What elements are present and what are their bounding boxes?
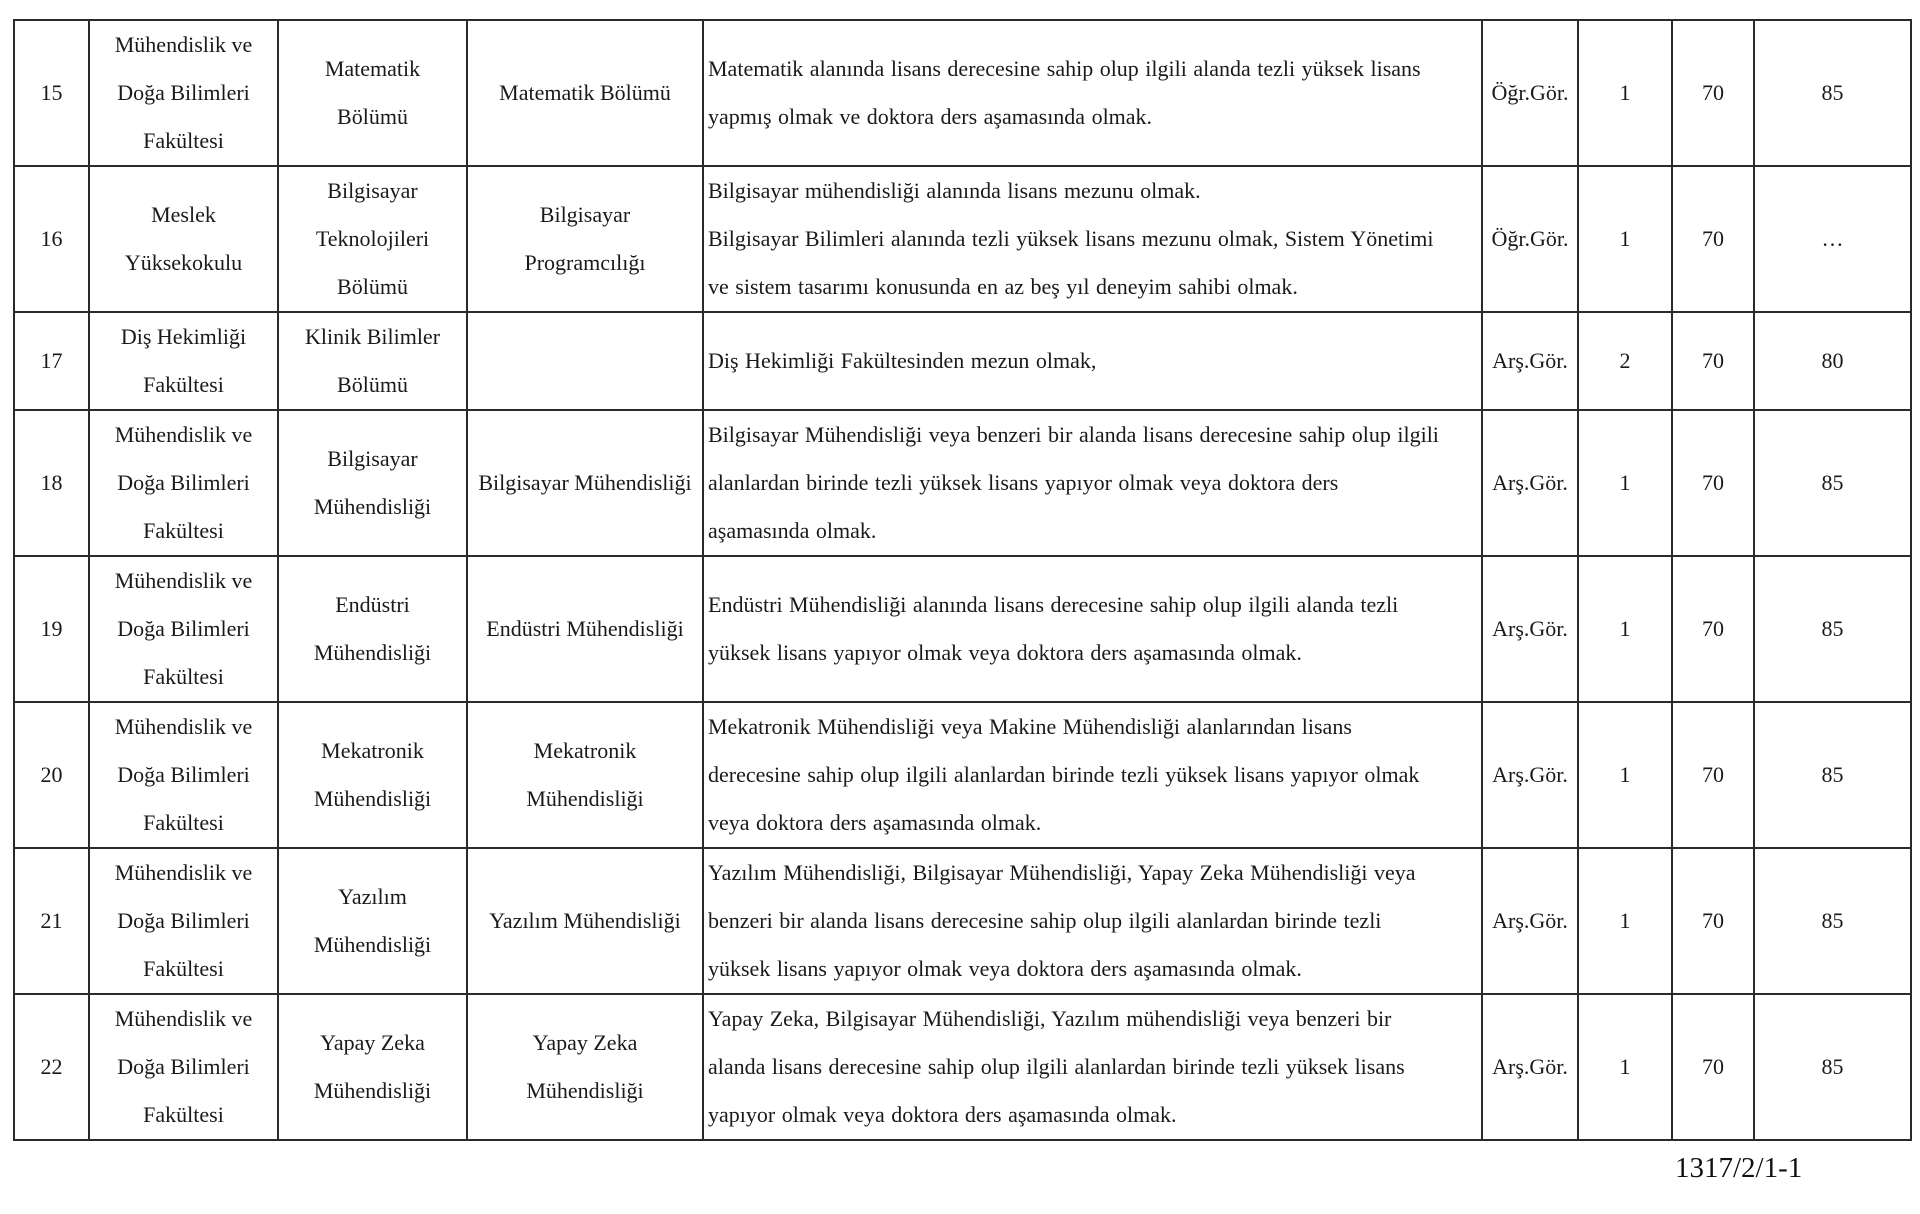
- row-number-cell: 15: [14, 20, 89, 166]
- faculty-cell: [89, 166, 278, 312]
- page-reference: 1317/2/1-1: [1675, 1152, 1803, 1184]
- program-line: Bilgisayar Mühendisliği: [478, 470, 692, 495]
- department-line: Bilgisayar: [327, 446, 418, 471]
- department-line: Klinik Bilimler: [304, 324, 441, 349]
- requirements-line: aşamasında olmak.: [708, 518, 877, 543]
- table-row: [14, 410, 1911, 556]
- table-row: [14, 994, 1911, 1140]
- program-cell: [467, 312, 703, 410]
- department-cell: [278, 994, 467, 1140]
- faculty-line: Yüksekokulu: [124, 250, 243, 275]
- department-cell: [278, 848, 467, 994]
- faculty-line: Doğa Bilimleri: [117, 908, 250, 933]
- language-score-cell: 85: [1754, 994, 1911, 1140]
- department-line: Mühendisliği: [313, 1078, 432, 1103]
- requirements-cell: [703, 312, 1482, 410]
- department-cell: [278, 166, 467, 312]
- language-score-cell: 85: [1754, 702, 1911, 848]
- program-line: Yapay Zeka: [532, 1030, 638, 1055]
- requirements-line: derecesine sahip olup ilgili alanlardan birinde tezli yüksek lisans yapıyor olmak: [708, 762, 1420, 787]
- position-count-cell: 1: [1578, 994, 1672, 1140]
- row-number-cell: 20: [14, 702, 89, 848]
- faculty-line: Doğa Bilimleri: [117, 80, 250, 105]
- requirements-cell: [703, 166, 1482, 312]
- requirements-line: Bilgisayar Mühendisliği veya benzeri bir alanda lisans derecesine sahip olup ilgili: [708, 422, 1439, 447]
- department-line: Bilgisayar: [327, 178, 418, 203]
- requirements-cell: [703, 994, 1482, 1140]
- faculty-line: Mühendislik ve: [114, 32, 253, 57]
- faculty-line: Fakültesi: [143, 810, 224, 835]
- requirements-line: Bilgisayar mühendisliği alanında lisans mezunu olmak.: [708, 178, 1201, 203]
- requirements-line: ve sistem tasarımı konusunda en az beş yıl deneyim sahibi olmak.: [708, 274, 1298, 299]
- title-cell: Arş.Gör.: [1482, 410, 1578, 556]
- ales-score-cell: 70: [1672, 20, 1754, 166]
- ales-score-cell: 70: [1672, 410, 1754, 556]
- requirements-line: alanda lisans derecesine sahip olup ilgili alanlardan birinde tezli yüksek lisans: [708, 1054, 1405, 1079]
- department-line: Mühendisliği: [313, 494, 432, 519]
- row-number-cell: 21: [14, 848, 89, 994]
- department-line: Bölümü: [337, 274, 408, 299]
- program-line: Programcılığı: [524, 250, 646, 275]
- faculty-line: Fakültesi: [143, 956, 224, 981]
- requirements-cell: [703, 410, 1482, 556]
- program-cell: [467, 702, 703, 848]
- faculty-line: Mühendislik ve: [114, 1006, 253, 1031]
- position-count-cell: 2: [1578, 312, 1672, 410]
- faculty-line: Mühendislik ve: [114, 568, 253, 593]
- title-cell: Arş.Gör.: [1482, 556, 1578, 702]
- department-line: Mekatronik: [321, 738, 424, 763]
- ales-score-cell: 70: [1672, 702, 1754, 848]
- department-line: Mühendisliği: [313, 786, 432, 811]
- department-cell: [278, 312, 467, 410]
- faculty-cell: [89, 312, 278, 410]
- language-score-cell: 85: [1754, 410, 1911, 556]
- requirements-line: Bilgisayar Bilimleri alanında tezli yüksek lisans mezunu olmak, Sistem Yönetimi: [708, 226, 1434, 251]
- requirements-line: yapıyor olmak veya doktora ders aşamasında olmak.: [708, 1102, 1177, 1127]
- table-row: [14, 702, 1911, 848]
- faculty-line: Fakültesi: [143, 1102, 224, 1127]
- title-cell: Arş.Gör.: [1482, 312, 1578, 410]
- department-line: Yazılım: [338, 884, 407, 909]
- program-cell: [467, 20, 703, 166]
- faculty-line: Fakültesi: [143, 518, 224, 543]
- faculty-line: Mühendislik ve: [114, 422, 253, 447]
- program-cell: [467, 848, 703, 994]
- requirements-line: alanlardan birinde tezli yüksek lisans yapıyor olmak veya doktora ders: [708, 470, 1339, 495]
- program-line: Bilgisayar: [539, 202, 631, 227]
- faculty-line: Fakültesi: [143, 372, 224, 397]
- faculty-cell: [89, 848, 278, 994]
- faculty-cell: [89, 702, 278, 848]
- position-count-cell: 1: [1578, 166, 1672, 312]
- position-count-cell: 1: [1578, 556, 1672, 702]
- faculty-line: Fakültesi: [143, 664, 224, 689]
- faculty-cell: [89, 410, 278, 556]
- faculty-cell: [89, 556, 278, 702]
- row-number-cell: 19: [14, 556, 89, 702]
- department-line: Mühendisliği: [313, 640, 432, 665]
- table-row: [14, 166, 1911, 312]
- program-cell: [467, 166, 703, 312]
- program-cell: [467, 994, 703, 1140]
- row-number-cell: 17: [14, 312, 89, 410]
- title-cell: Arş.Gör.: [1482, 848, 1578, 994]
- requirements-line: Matematik alanında lisans derecesine sahip olup ilgili alanda tezli yüksek lisans: [708, 56, 1421, 81]
- department-line: Matematik: [324, 56, 421, 81]
- program-line: Mühendisliği: [526, 786, 644, 811]
- program-line: Mekatronik: [533, 738, 637, 763]
- table-body: [14, 20, 1911, 1140]
- ales-score-cell: 70: [1672, 994, 1754, 1140]
- requirements-line: veya doktora ders aşamasında olmak.: [708, 810, 1042, 835]
- faculty-line: Fakültesi: [143, 128, 224, 153]
- language-score-cell: …: [1754, 166, 1911, 312]
- requirements-line: yüksek lisans yapıyor olmak veya doktora ders aşamasında olmak.: [708, 640, 1302, 665]
- requirements-line: Yapay Zeka, Bilgisayar Mühendisliği, Yazılım mühendisliği veya benzeri bir: [708, 1006, 1392, 1031]
- department-line: Mühendisliği: [313, 932, 432, 957]
- department-cell: [278, 702, 467, 848]
- department-line: Endüstri: [335, 592, 410, 617]
- ales-score-cell: 70: [1672, 312, 1754, 410]
- table-row: [14, 556, 1911, 702]
- department-line: Teknolojileri: [315, 226, 430, 251]
- department-line: Bölümü: [337, 104, 408, 129]
- title-cell: Arş.Gör.: [1482, 702, 1578, 848]
- department-cell: [278, 410, 467, 556]
- program-line: Endüstri Mühendisliği: [486, 616, 684, 641]
- row-number-cell: 22: [14, 994, 89, 1140]
- faculty-line: Doğa Bilimleri: [117, 1054, 250, 1079]
- position-count-cell: 1: [1578, 20, 1672, 166]
- faculty-cell: [89, 20, 278, 166]
- position-count-cell: 1: [1578, 410, 1672, 556]
- ales-score-cell: 70: [1672, 166, 1754, 312]
- program-line: Mühendisliği: [526, 1078, 644, 1103]
- faculty-line: Diş Hekimliği: [120, 324, 247, 349]
- faculty-line: Doğa Bilimleri: [117, 616, 250, 641]
- faculty-line: Meslek: [151, 202, 216, 227]
- requirements-line: Mekatronik Mühendisliği veya Makine Mühendisliği alanlarından lisans: [708, 714, 1352, 739]
- requirements-line: yapmış olmak ve doktora ders aşamasında olmak.: [708, 104, 1153, 129]
- position-count-cell: 1: [1578, 702, 1672, 848]
- program-cell: [467, 556, 703, 702]
- program-line: Yazılım Mühendisliği: [489, 908, 681, 933]
- requirements-cell: [703, 702, 1482, 848]
- requirements-line: yüksek lisans yapıyor olmak veya doktora ders aşamasında olmak.: [708, 956, 1302, 981]
- language-score-cell: 85: [1754, 20, 1911, 166]
- title-cell: Öğr.Gör.: [1482, 20, 1578, 166]
- language-score-cell: 85: [1754, 848, 1911, 994]
- title-cell: Öğr.Gör.: [1482, 166, 1578, 312]
- faculty-line: Doğa Bilimleri: [117, 470, 250, 495]
- requirements-line: Endüstri Mühendisliği alanında lisans derecesine sahip olup ilgili alanda tezli: [708, 592, 1399, 617]
- department-cell: [278, 20, 467, 166]
- positions-table: [13, 19, 1912, 1141]
- ales-score-cell: 70: [1672, 848, 1754, 994]
- language-score-cell: 80: [1754, 312, 1911, 410]
- title-cell: Arş.Gör.: [1482, 994, 1578, 1140]
- table-row: [14, 20, 1911, 166]
- row-number-cell: 16: [14, 166, 89, 312]
- language-score-cell: 85: [1754, 556, 1911, 702]
- faculty-cell: [89, 994, 278, 1140]
- position-count-cell: 1: [1578, 848, 1672, 994]
- row-number-cell: 18: [14, 410, 89, 556]
- requirements-cell: [703, 20, 1482, 166]
- table-row: [14, 848, 1911, 994]
- requirements-line: Yazılım Mühendisliği, Bilgisayar Mühendisliği, Yapay Zeka Mühendisliği veya: [708, 860, 1416, 885]
- department-cell: [278, 556, 467, 702]
- requirements-cell: [703, 556, 1482, 702]
- requirements-cell: [703, 848, 1482, 994]
- program-cell: [467, 410, 703, 556]
- requirements-line: Diş Hekimliği Fakültesinden mezun olmak,: [708, 348, 1097, 373]
- department-line: Yapay Zeka: [320, 1030, 425, 1055]
- program-line: Matematik Bölümü: [499, 80, 671, 105]
- requirements-line: benzeri bir alanda lisans derecesine sahip olup ilgili alanlardan birinde tezli: [708, 908, 1382, 933]
- department-line: Bölümü: [337, 372, 408, 397]
- faculty-line: Mühendislik ve: [114, 860, 253, 885]
- table-row: [14, 312, 1911, 410]
- faculty-line: Mühendislik ve: [114, 714, 253, 739]
- faculty-line: Doğa Bilimleri: [117, 762, 250, 787]
- ales-score-cell: 70: [1672, 556, 1754, 702]
